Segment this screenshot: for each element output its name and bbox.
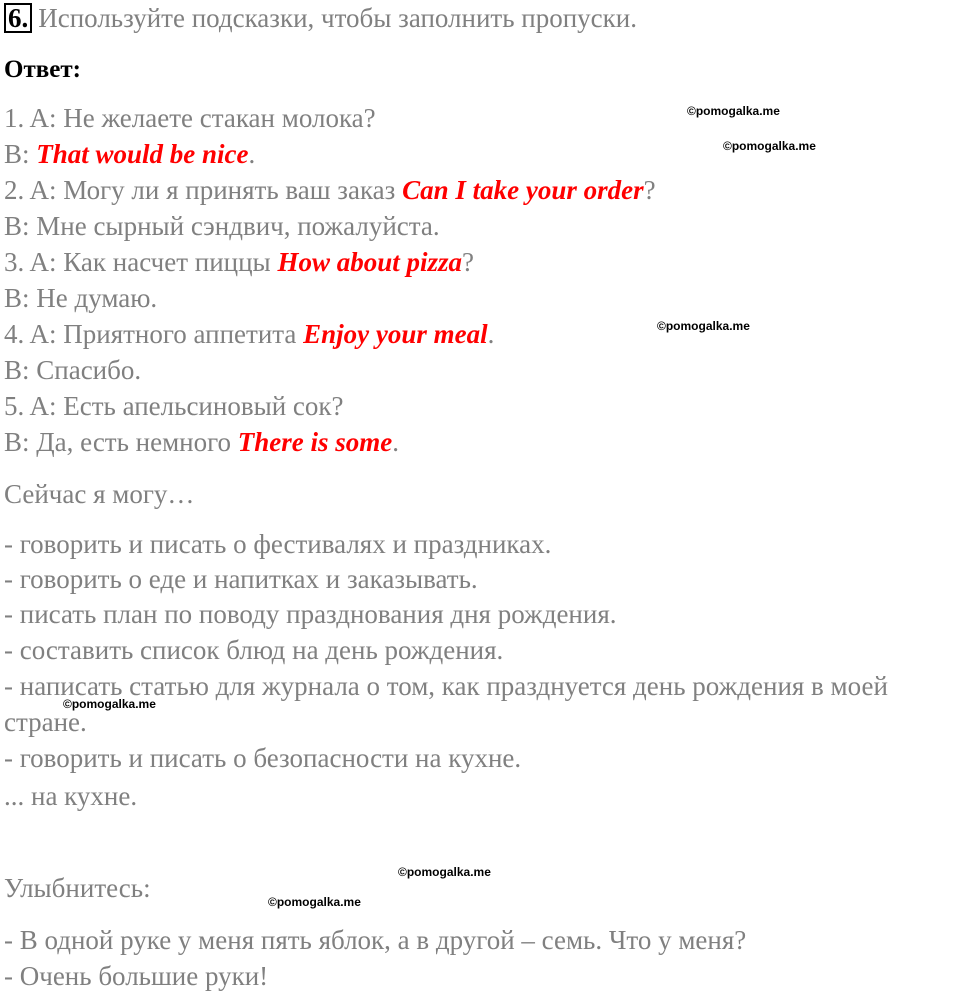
now-i-can-item: - написать статью для журнала о том, как празднуется день рождения в моей [4, 671, 888, 701]
now-i-can-item: - говорить и писать о безопасности на кухне. [4, 743, 522, 773]
dialogue-line-10: B: Да, есть немного There is some. [4, 427, 400, 457]
dialogue-line-3: 2. A: Могу ли я принять ваш заказ Can I take your order? [4, 175, 656, 205]
watermark: ©pomogalka.me [268, 895, 361, 909]
smile-heading: Улыбнитесь: [4, 873, 151, 903]
watermark: ©pomogalka.me [657, 319, 750, 333]
now-i-can-item: - говорить и писать о фестивалях и праздниках. [4, 529, 552, 559]
joke-line: - В одной руке у меня пять яблок, а в другой – семь. Что у меня? [4, 925, 747, 955]
now-i-can-heading: Сейчас я могу… [4, 479, 195, 509]
task-instruction: Используйте подсказки, чтобы заполнить пропуски. [38, 3, 637, 33]
answer-there-is-some: There is some [237, 427, 393, 457]
dialogue-line-1: 1. A: Не желаете стакан молока? [4, 103, 376, 133]
dialogue-line-7: 4. A: Приятного аппетита Enjoy your meal. [4, 319, 495, 349]
watermark: ©pomogalka.me [398, 865, 491, 879]
watermark: ©pomogalka.me [63, 697, 156, 711]
answer-that-would-be-nice: That would be nice [36, 139, 249, 169]
dialogue-line-8: B: Спасибо. [4, 355, 142, 385]
now-i-can-item: - говорить о еде и напитках и заказывать. [4, 564, 478, 594]
dialogue-line-2: B: That would be nice. [4, 139, 256, 169]
now-i-can-item: ... на кухне. [4, 781, 138, 811]
task-number: 6. [4, 3, 32, 33]
now-i-can-item: - составить список блюд на день рождения. [4, 635, 504, 665]
task-header [4, 2, 637, 34]
answer-enjoy-your-meal: Enjoy your meal [303, 319, 488, 349]
now-i-can-item: - писать план по поводу празднования дня рождения. [4, 599, 617, 629]
watermark: ©pomogalka.me [723, 139, 816, 153]
dialogue-line-4: B: Мне сырный сэндвич, пожалуйста. [4, 211, 440, 241]
watermark: ©pomogalka.me [687, 104, 780, 118]
answer-heading: Ответ: [4, 56, 81, 83]
dialogue-line-6: B: Не думаю. [4, 283, 158, 313]
answer-how-about-pizza: How about pizza [277, 247, 462, 277]
now-i-can-item: стране. [4, 707, 87, 737]
dialogue-line-5: 3. A: Как насчет пиццы How about pizza? [4, 247, 474, 277]
answer-can-i-take-your-order: Can I take your order [402, 175, 644, 205]
joke-line: - Очень большие руки! [4, 961, 269, 991]
dialogue-line-9: 5. A: Есть апельсиновый сок? [4, 391, 344, 421]
